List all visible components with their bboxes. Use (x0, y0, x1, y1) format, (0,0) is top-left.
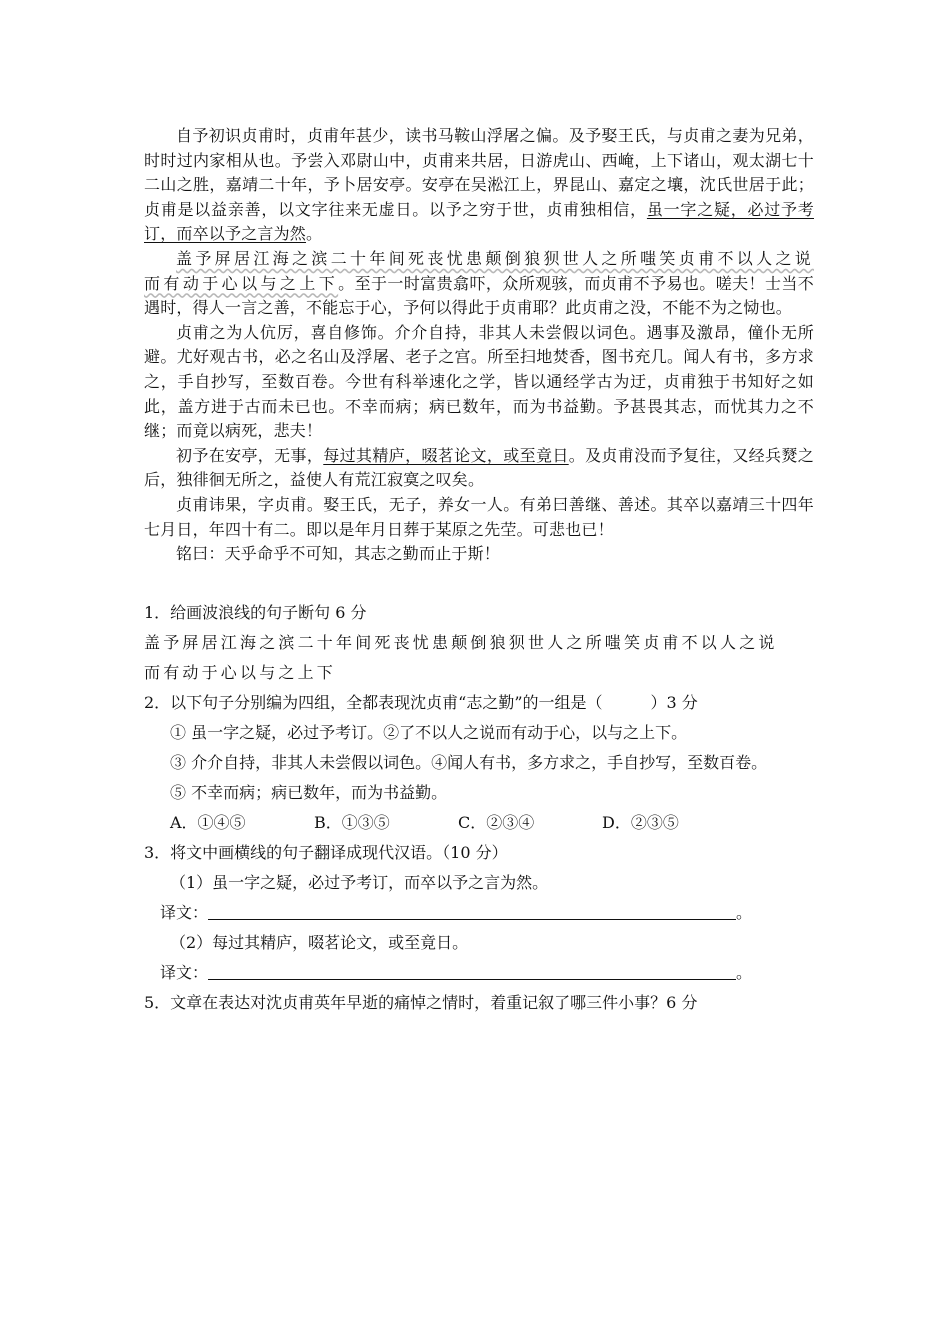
essay-inscription: 铭曰：天乎命乎不可知，其志之勤而止于斯！ (176, 544, 501, 564)
question-2-item: ③ 介介自持，非其人未尝假以词色。④闻人有书，多方求之，手自抄写，至数百卷。 (170, 753, 768, 772)
answer-blank[interactable] (208, 901, 736, 920)
question-3-sentence-1: （1）虽一字之疑，必过予考订，而卒以予之言为然。 (170, 873, 549, 892)
essay-paragraph-4 (144, 444, 814, 493)
essay-paragraph-5: 贞甫讳果，字贞甫。娶王氏，无子，养女一人。有弟曰善继、善述。其卒以嘉靖三十四年七月日，年四十有二。即以是年月日葬于某原之先茔。可悲也已！ (144, 494, 814, 539)
essay-body (144, 124, 814, 567)
question-5-title: 5．文章在表达对沈贞甫英年早逝的痛悼之情时，着重记叙了哪三件小事？6 分 (144, 993, 698, 1012)
wavy-underlined-sentence: 盖予屏居江海之滨二十年间死丧忧患颠倒狼狈世人之所嗤笑贞甫不以人之说而有动于心以与之上下 (144, 248, 814, 293)
translation-label: 译文： (160, 903, 209, 922)
question-1-line-2: 而有动于心以与之上下 (144, 663, 337, 682)
questions-section (144, 598, 814, 1018)
answer-blank[interactable] (208, 961, 736, 980)
period: 。 (736, 963, 753, 982)
underlined-sentence-2: 每过其精庐，啜茗论文，或至竟日 (323, 445, 569, 465)
underlined-sentence-1: 虽一字之疑，必过予考订，而卒以予之言为然 (144, 199, 814, 244)
question-3-sentence-2: （2）每过其精庐，啜茗论文，或至竟日。 (170, 933, 469, 952)
translation-line-1 (144, 898, 814, 928)
essay-text: 。及贞甫没而予复往，又经兵燹之后，独徘徊无所之，益使人有荒江寂寞之叹矣。 (144, 445, 814, 490)
essay-text: 。至于一时富贵翕吓，众所观骇，而贞甫不予易也。嗟夫！士当不遇时，得人一言之善，不能忘于心，予何以得此于贞甫耶？此贞甫之没，不能不为之恸也。 (144, 273, 814, 318)
question-1-title: 1．给画波浪线的句子断句 6 分 (144, 603, 367, 622)
question-2-item: ① 虽一字之疑，必过予考订。②了不以人之说而有动于心，以与之上下。 (170, 723, 688, 742)
option-d[interactable]: D．②③⑤ (602, 813, 679, 832)
question-2-item: ⑤ 不幸而病；病已数年，而为书益勤。 (170, 783, 448, 802)
option-c[interactable]: C．②③④ (458, 813, 535, 832)
translation-line-2 (144, 958, 814, 988)
period: 。 (736, 903, 753, 922)
essay-text: 初予在安亭，无事， (176, 445, 324, 465)
question-3-title: 3．将文中画横线的句子翻译成现代汉语。（10 分） (144, 843, 508, 862)
essay-paragraph-3: 贞甫之为人伉厉，喜自修饰。介介自持，非其人未尝假以词色。遇事及激昂，僮仆无所避。尤好观古书，必之名山及浮屠、老子之宫。所至扫地焚香，图书充几。闻人有书，多方求之，手自抄写，至数百卷。今世有科举速化之学，皆以通经学古为迂，贞甫独于书知好之如此，盖方进于古而未已也。不幸而病；病已数年，而为书益勤。予甚畏其志，而忧其力之不继；而竟以病死，悲夫！ (144, 322, 814, 441)
option-a[interactable]: A．①④⑤ (170, 813, 246, 832)
essay-paragraph-1 (144, 124, 814, 247)
essay-text: 自予初识贞甫时，贞甫年甚少，读书马鞍山浮屠之偏。及予娶王氏，与贞甫之妻为兄弟，时时过内家相从也。予尝入邓尉山中，贞甫来共居，日游虎山、西崦，上下诸山，观太湖七十二山之胜，嘉靖二十年，予卜居安亭。安亭在吴淞江上，界昆山、嘉定之壤，沈氏世居于此；贞甫是以益亲善，以文字往来无虚日。以予之穷于世，贞甫独相信， (144, 126, 814, 219)
question-2-options (144, 808, 814, 838)
option-b[interactable]: B．①③⑤ (314, 813, 390, 832)
translation-label: 译文： (160, 963, 209, 982)
essay-text: 。 (306, 224, 323, 244)
question-2-title: 2．以下句子分别编为四组，全都表现沈贞甫“志之勤”的一组是（ ）3 分 (144, 693, 698, 712)
essay-paragraph-2 (144, 247, 814, 321)
question-1-line-1: 盖予屏居江海之滨二十年间死丧忧患颠倒狼狈世人之所嗤笑贞甫不以人之说 (144, 633, 778, 652)
